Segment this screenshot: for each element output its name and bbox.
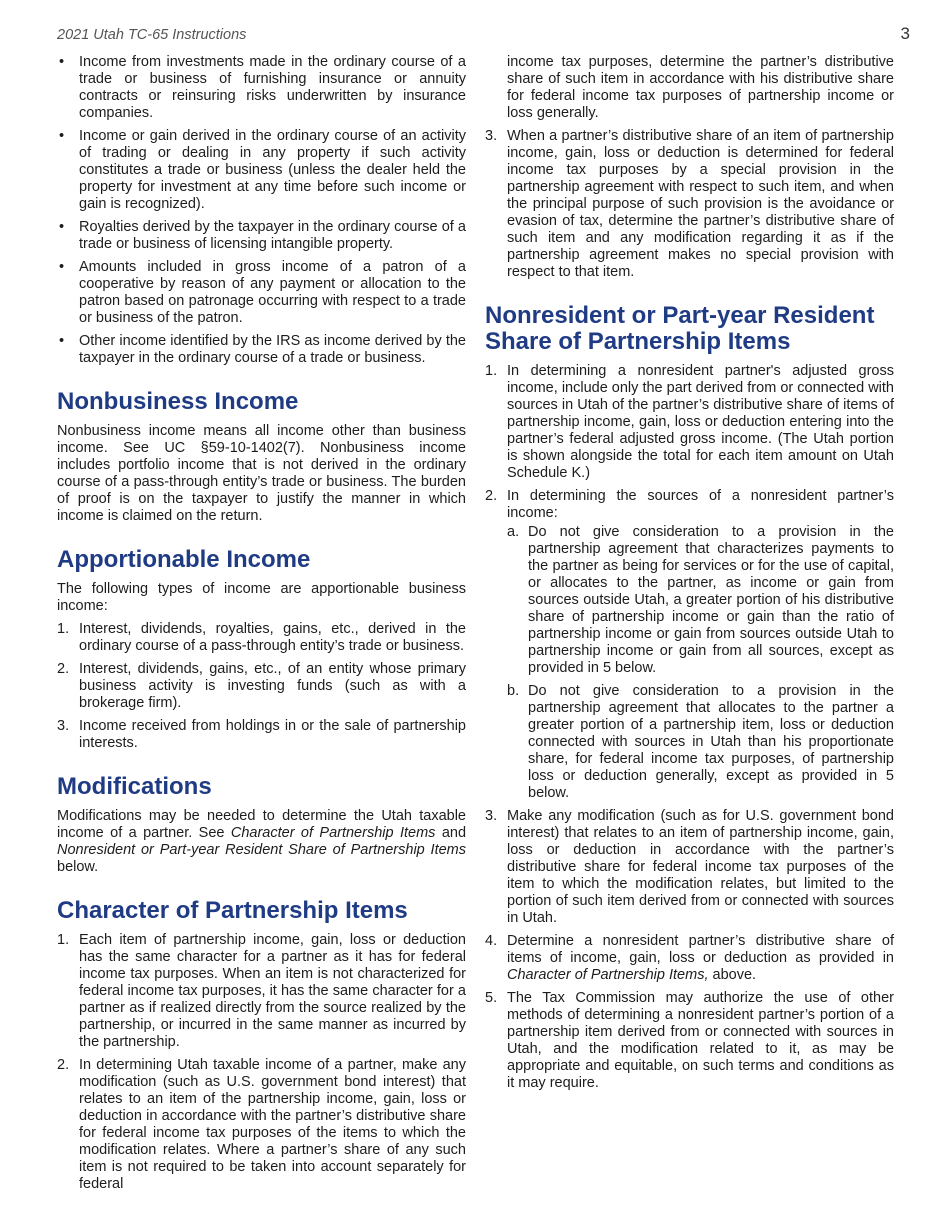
- page-number: 3: [900, 24, 910, 43]
- heading-nonbusiness-income: Nonbusiness Income: [57, 388, 299, 415]
- list-item: • Income from investments made in the ordinary course of a trade or business of furnishing insurance or annuity contracts or reinsuring risks underwritten by insurance companies.: [59, 54, 466, 121]
- list-item: 1. In determining a nonresident partner's adjusted gross income, include only the part derived from or connected with sources in Utah of the partner’s distributive share of items of partnership income, gain, loss or deduction entering into the partner’s federal adjusted gross income. (The Utah portion is shown alongside the total for each item amount on Utah Schedule K.): [485, 363, 894, 481]
- list-item: • Income or gain derived in the ordinary course of an activity of trading or dealing in any property if such activity constitutes a trade or business (unless the dealer held the property for investment at any time before such income or gain is recognized).: [59, 128, 466, 212]
- heading-modifications: Modifications: [57, 773, 212, 800]
- business-income-bullets: [57, 54, 466, 367]
- heading-apportionable-income: Apportionable Income: [57, 546, 311, 573]
- left-column: [57, 54, 466, 1199]
- list-item: 2. In determining Utah taxable income of a partner, make any modification (such as U.S. government bond interest) that relates to an item of the partnership income, gain, loss or deduction in accordance with the partner’s distributive share for federal income tax purposes of the items to which the modification relates. Where a partner’s share of any such item is not required to be taken into account separately for federal: [57, 1057, 466, 1192]
- modifications-paragraph: Modifications may be needed to determine the Utah taxable income of a partner. See Character of Partnership Items and Nonresident or Part-year Resident Share of Partnership Items below.: [57, 808, 467, 875]
- document-title: 2021 Utah TC-65 Instructions: [57, 27, 247, 43]
- character-list: [57, 932, 466, 1193]
- nonresident-list: [485, 363, 894, 1092]
- apportionable-intro: The following types of income are apportionable business income:: [57, 581, 466, 614]
- nonbusiness-paragraph: Nonbusiness income means all income other than business income. See UC §59-10-1402(7). Nonbusiness income includes portfolio income that is not derived in the ordinary course of a pass-through entity’s trade or business. The burden of proof is on the taxpayer to justify the manner in which income is claimed on the return.: [57, 423, 466, 524]
- ref-nonresident: Nonresident or Part-year Resident Share of Partnership Items: [57, 842, 466, 858]
- list-item: 4. Determine a nonresident partner’s distributive share of items of income, gain, loss or deduction as provided in Character of Partnership Items, above.: [485, 933, 894, 983]
- sub-list-item: a. Do not give consideration to a provision in the partnership agreement that characterizes payments to the partner as being for services or for the use of capital, or allocates to the partner, as income or gain from sources outside Utah, a greater portion of his distributive share of partnership income or gain than the ratio of partnership income or gain from sources outside Utah to partnership income or gain from all sources, except as provided in 5 below.: [507, 524, 894, 676]
- right-column: [485, 54, 894, 1098]
- list-item: 2. Interest, dividends, gains, etc., of an entity whose primary business activity is investing funds (such as with a brokerage firm).: [57, 661, 466, 711]
- list-item: 1. Each item of partnership income, gain, loss or deduction has the same character for a partner as it has for federal income tax purposes. When an item is not characterized for federal income tax purposes, it has the same character for a partner as if realized directly from the source realized by the partnership, or incurred in the same manner as incurred by the partnership.: [57, 932, 466, 1050]
- list-item: • Royalties derived by the taxpayer in the ordinary course of a trade or business of licensing intangible property.: [59, 219, 466, 252]
- list-item: • Other income identified by the IRS as income derived by the taxpayer in the ordinary course of a trade or business.: [59, 333, 466, 366]
- list-item: 5. The Tax Commission may authorize the use of other methods of determining a nonresident partner’s portion of a partnership item derived from or connected with sources in Utah, and the modification related to it, as may be appropriate and equitable, on such terms and conditions as it may require.: [485, 990, 894, 1091]
- list-item: 3. Make any modification (such as for U.S. government bond interest) that relates to an item of partnership income, gain, loss or deduction in accordance with the partner’s distributive share for federal income tax purposes of the item to which the modification relates, but limited to the portion of such item derived from or connected with sources in Utah.: [485, 808, 894, 926]
- list-item: 3. Income received from holdings in or the sale of partnership interests.: [57, 718, 466, 751]
- list-item: 2. In determining the sources of a nonresident partner’s income: a. Do not give consideration to a provision in the partnership agreement that characterizes payments to the partner as being for services or for the use of capital, or allocates to the partner, as income or gain from sources outside Utah, a greater portion of his distributive share of partnership income or gain than the ratio of partnership income or gain from sources outside Utah to partnership income or gain from all sources, except as provided in 5 below. b. Do not give consideration to a provision in the partnership agreement that allocates to the partner a greater portion of a partnership item, loss or deduction connected with sources in Utah than his proportionate share, for federal income tax purposes, of partnership loss or deduction generally, except as provided in 5 below.: [485, 488, 894, 801]
- character-list-continued: [485, 128, 894, 281]
- list-item: • Amounts included in gross income of a patron of a cooperative by reason of any payment or allocation to the patron based on patronage occurring with respect to a trade or business of the patron.: [59, 259, 466, 326]
- list-item: 3. When a partner’s distributive share of an item of partnership income, gain, loss or deduction is determined for federal income tax purposes by a special provision in the partnership agreement with respect to such item, and when the principal purpose of such provision is the avoidance or evasion of tax, determine the partner’s distributive share of such item and any modification regarding it as if the partnership agreement makes no special provision with respect to that item.: [485, 128, 894, 280]
- continued-paragraph: income tax purposes, determine the partner’s distributive share of such item in accordance with his distributive share for federal income tax purposes of partnership income or loss generally.: [507, 54, 894, 121]
- ref-character: Character of Partnership Items: [230, 825, 436, 841]
- sub-list-item: b. Do not give consideration to a provision in the partnership agreement that allocates to the partner a greater portion of a partnership item, loss or deduction connected with sources in Utah than his proportionate share, for federal income tax purposes, of partnership loss or deduction generally, except as provided in 5 below.: [507, 683, 894, 801]
- ref-character: Character of Partnership Items,: [507, 967, 709, 983]
- sub-list: [507, 524, 894, 802]
- apportionable-list: [57, 621, 466, 752]
- list-item: 1. Interest, dividends, royalties, gains, etc., derived in the ordinary course of a pass-through entity’s trade or business.: [57, 621, 466, 654]
- heading-character-of-partnership-items: Character of Partnership Items: [57, 897, 408, 924]
- heading-nonresident-share: Nonresident or Part-year Resident Share of Partnership Items: [485, 302, 875, 355]
